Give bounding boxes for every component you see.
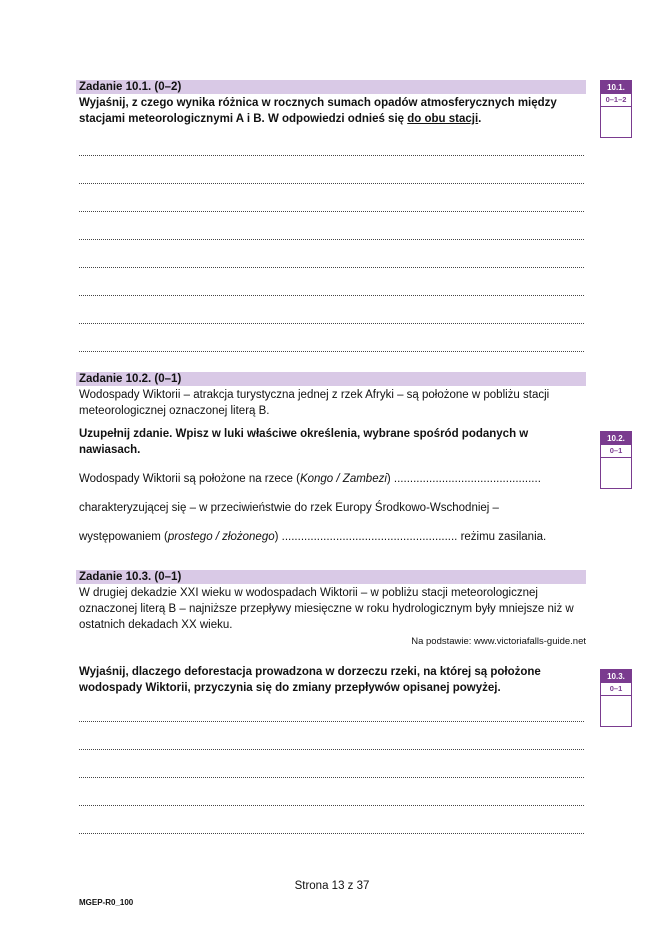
answer-line[interactable] [79, 237, 584, 240]
task-10-2-intro: Wodospady Wiktorii – atrakcja turystyczna jednej z rzek Afryki – są położone w pobliżu stacji meteorologicznej oznaczonej literą B. [79, 389, 550, 417]
answer-line[interactable] [79, 181, 584, 184]
score-box-10-1 [600, 80, 632, 138]
task-10-2-line1 [79, 471, 589, 487]
score-box-10-3 [600, 669, 632, 727]
prompt-text: Wyjaśnij, z czego wynika różnica w rocznych sumach opadów atmosferycznych między stacjami meteorologicznymi A i B. W odpowiedzi odnieś się [79, 97, 557, 125]
answer-line[interactable] [79, 803, 584, 806]
score-box-10-2 [600, 431, 632, 489]
fill-blank[interactable]: ) ....................................................... reżimu zasilania. [274, 531, 547, 543]
score-label: 10.3. [601, 670, 631, 683]
answer-line[interactable] [79, 153, 584, 156]
score-cell[interactable] [601, 458, 631, 488]
task-10-2-instruction: Uzupełnij zdanie. Wpisz w luki właściwe określenia, wybrane spośród podanych w nawiasach. [79, 428, 529, 456]
answer-line[interactable] [79, 209, 584, 212]
task-10-3-intro: W drugiej dekadzie XXI wieku w wodospadach Wiktorii – w pobliżu stacji meteorologicznej oznaczonej literą B – najniższe przepływy miesięczne w roku hydrologicznym były mniejsze niż w ostatnich dekadach XX wieku. [79, 587, 574, 631]
task-10-2-line2: charakteryzującej się – w przeciwieństwie do rzek Europy Środkowo-Wschodniej – [79, 502, 499, 514]
answer-line[interactable] [79, 321, 584, 324]
line-text: występowaniem ( [79, 531, 168, 543]
task-10-2-header: Zadanie 10.2. (0–1) [76, 372, 586, 386]
page-number: Strona 13 z 37 [294, 880, 370, 892]
task-10-3-instruction: Wyjaśnij, dlaczego deforestacja prowadzona w dorzeczu rzeki, na której są położone wodospady Wiktorii, przyczynia się do zmiany przepływów opisanej powyżej. [79, 666, 541, 694]
score-range: 0–1 [601, 683, 631, 696]
line-text: Wodospady Wiktorii są położone na rzece ( [79, 473, 300, 485]
answer-line[interactable] [79, 831, 584, 834]
answer-line[interactable] [79, 747, 584, 750]
options: Kongo / Zambezi [299, 473, 387, 485]
score-range: 0–1 [601, 445, 631, 458]
task-10-1-header: Zadanie 10.1. (0–2) [76, 80, 586, 94]
answer-line[interactable] [79, 775, 584, 778]
answer-line[interactable] [79, 719, 584, 722]
fill-blank[interactable]: ) .............................................. [386, 473, 541, 485]
answer-line[interactable] [79, 265, 584, 268]
task-10-1-prompt [79, 95, 589, 127]
prompt-end: . [478, 113, 482, 125]
source-note: Na podstawie: www.victoriafalls-guide.net [411, 636, 586, 647]
score-label: 10.2. [601, 432, 631, 445]
task-10-2-line3 [79, 529, 589, 545]
score-cell[interactable] [601, 107, 631, 137]
task-10-3-header: Zadanie 10.3. (0–1) [76, 570, 586, 584]
prompt-underlined: do obu stacji [407, 113, 479, 125]
score-label: 10.1. [601, 81, 631, 94]
options: prostego / złożonego [167, 531, 275, 543]
score-range: 0–1–2 [601, 94, 631, 107]
answer-line[interactable] [79, 293, 584, 296]
answer-line[interactable] [79, 349, 584, 352]
score-cell[interactable] [601, 696, 631, 726]
document-code: MGEP-R0_100 [79, 898, 134, 907]
